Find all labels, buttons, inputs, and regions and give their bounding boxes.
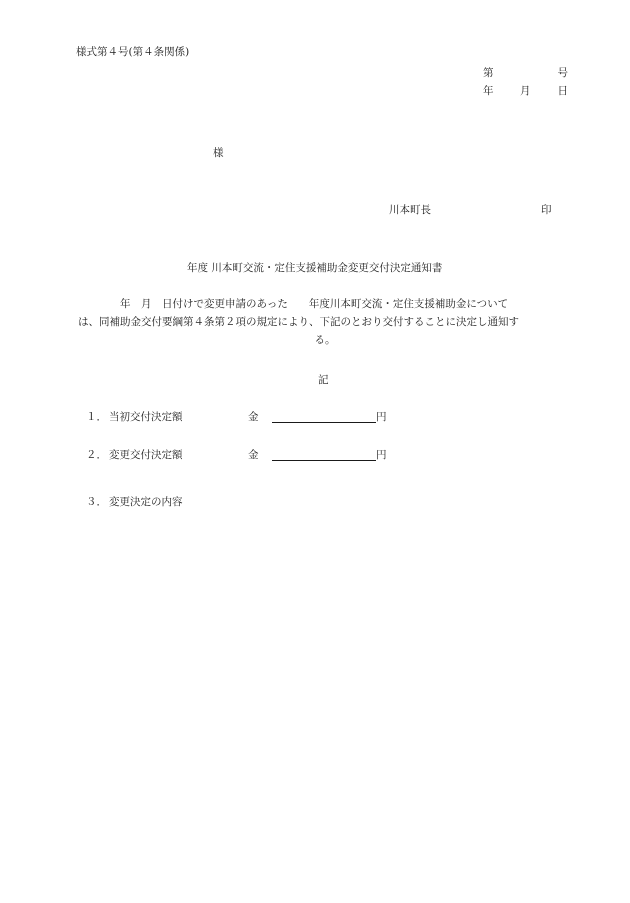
amount-prefix: 金 <box>248 449 259 461</box>
list-item-initial-amount <box>86 410 406 424</box>
item-label: 変更決定の内容 <box>109 496 183 508</box>
ki-heading: 記 <box>318 374 329 386</box>
body-line-2: は、同補助金交付要綱第４条第２項の規定により、下記のとおり交付することに決定し通知す <box>78 316 519 328</box>
amount-blank-line <box>272 422 376 423</box>
body-line-3: る。 <box>314 334 336 346</box>
document-title: 年度 川本町交流・定住支援補助金変更交付決定通知書 <box>187 262 443 274</box>
addressee-suffix: 様 <box>213 147 224 159</box>
amount-unit: 円 <box>376 411 387 423</box>
date-day-label: 日 <box>557 85 568 97</box>
seal-mark: 印 <box>541 204 552 216</box>
item-label: 変更交付決定額 <box>109 449 183 461</box>
notice-body <box>78 295 572 349</box>
amount-unit: 円 <box>376 449 387 461</box>
number-prefix: 第 <box>483 67 494 79</box>
item-number: １． <box>86 411 107 423</box>
body-line-1: 年 月 日付けで変更申請のあった 年度川本町交流・定住支援補助金について <box>78 298 509 310</box>
item-number: ３． <box>86 496 107 508</box>
list-item-changed-amount <box>86 448 406 462</box>
item-label: 当初交付決定額 <box>109 411 183 423</box>
item-number: ２． <box>86 449 107 461</box>
amount-prefix: 金 <box>248 411 259 423</box>
date-month-label: 月 <box>520 85 531 97</box>
form-label: 様式第４号(第４条関係) <box>76 46 190 58</box>
number-suffix: 号 <box>557 67 568 79</box>
issuer-title: 川本町長 <box>389 204 431 216</box>
amount-blank-line <box>272 460 376 461</box>
date-year-label: 年 <box>483 85 494 97</box>
list-item-change-details <box>86 495 406 509</box>
